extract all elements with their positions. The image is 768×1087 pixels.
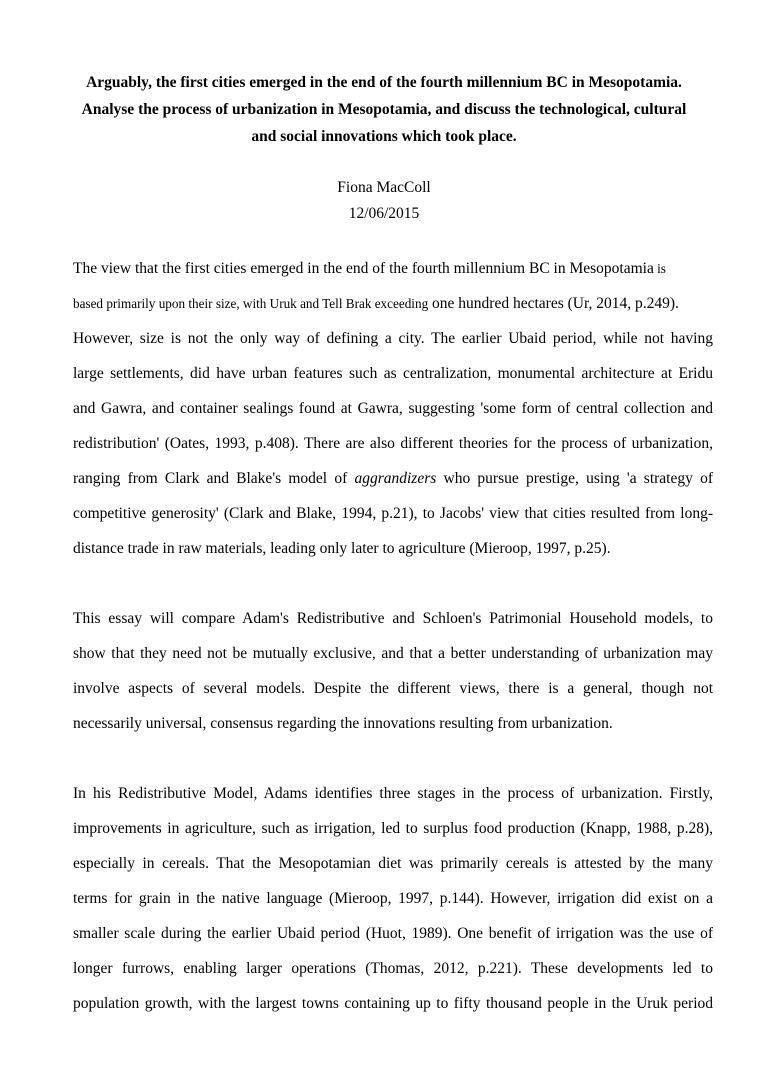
essay-title-line: and social innovations which took place. [251, 128, 517, 145]
text-line: necessarily universal, consensus regarding the innovations resulting from urbanization. [73, 715, 613, 732]
text-line: and Gawra, and container sealings found at Gawra, suggesting 'some form of central collection and [73, 400, 713, 417]
text-line: show that they need not be mutually exclusive, and that a better understanding of urbanization may [73, 645, 713, 662]
essay-title-line: Arguably, the first cities emerged in the end of the fourth millennium BC in Mesopotamia. [86, 74, 682, 91]
text-run: The view that the first cities emerged in the end of the fourth millennium BC in Mesopotamia [73, 260, 654, 277]
author-name: Fiona MacColl [337, 179, 431, 196]
paragraph-intro [73, 251, 713, 566]
text-run: one hundred hectares (Ur, 2014, p.249). [428, 295, 679, 312]
text-line: smaller scale during the earlier Ubaid period (Huot, 1989). One benefit of irrigation was the use of [73, 925, 713, 942]
text-line: distance trade in raw materials, leading only later to agriculture (Mieroop, 1997, p.25). [73, 540, 611, 557]
text-line: longer furrows, enabling larger operations (Thomas, 2012, p.221). These developments led to [73, 960, 713, 977]
text-run: ranging from Clark and Blake's model of [73, 470, 355, 487]
text-line: improvements in agriculture, such as irrigation, led to surplus food production (Knapp, 1988, p.28), [73, 820, 713, 837]
text-line: population growth, with the largest towns containing up to fifty thousand people in the Uruk period [73, 995, 713, 1012]
text-line: This essay will compare Adam's Redistributive and Schloen's Patrimonial Household models, to [73, 610, 713, 627]
text-line: involve aspects of several models. Despite the different views, there is a general, though not [73, 680, 713, 697]
text-line: However, size is not the only way of defining a city. The earlier Ubaid period, while not having [73, 330, 713, 347]
emphasized-term: aggrandizers [354, 470, 437, 487]
text-line [73, 251, 713, 286]
text-line [73, 286, 713, 321]
text-run: based primarily upon their size, with Uruk and Tell Brak exceeding [73, 296, 429, 311]
text-run: is [653, 261, 666, 276]
text-line: In his Redistributive Model, Adams identifies three stages in the process of urbanization. Firstly, [73, 785, 713, 802]
text-line: redistribution' (Oates, 1993, p.408). There are also different theories for the process of urbanization, [73, 435, 713, 452]
text-line [73, 461, 713, 496]
text-line: especially in cereals. That the Mesopotamian diet was primarily cereals is attested by the many [73, 855, 713, 872]
paragraph-essay-outline [73, 601, 713, 741]
essay-title-line: Analyse the process of urbanization in Mesopotamia, and discuss the technological, cultural [81, 101, 687, 118]
paragraph-redistributive-model [73, 776, 713, 1021]
text-line: competitive generosity' (Clark and Blake, 1994, p.21), to Jacobs' view that cities resulted from long- [73, 505, 713, 522]
essay-date: 12/06/2015 [348, 205, 420, 222]
text-line: large settlements, did have urban features such as centralization, monumental architecture at Eridu [73, 365, 713, 382]
text-line: terms for grain in the native language (Mieroop, 1997, p.144). However, irrigation did exist on a [73, 890, 713, 907]
essay-title [40, 69, 728, 150]
text-run: who pursue prestige, using 'a strategy of [436, 470, 713, 487]
